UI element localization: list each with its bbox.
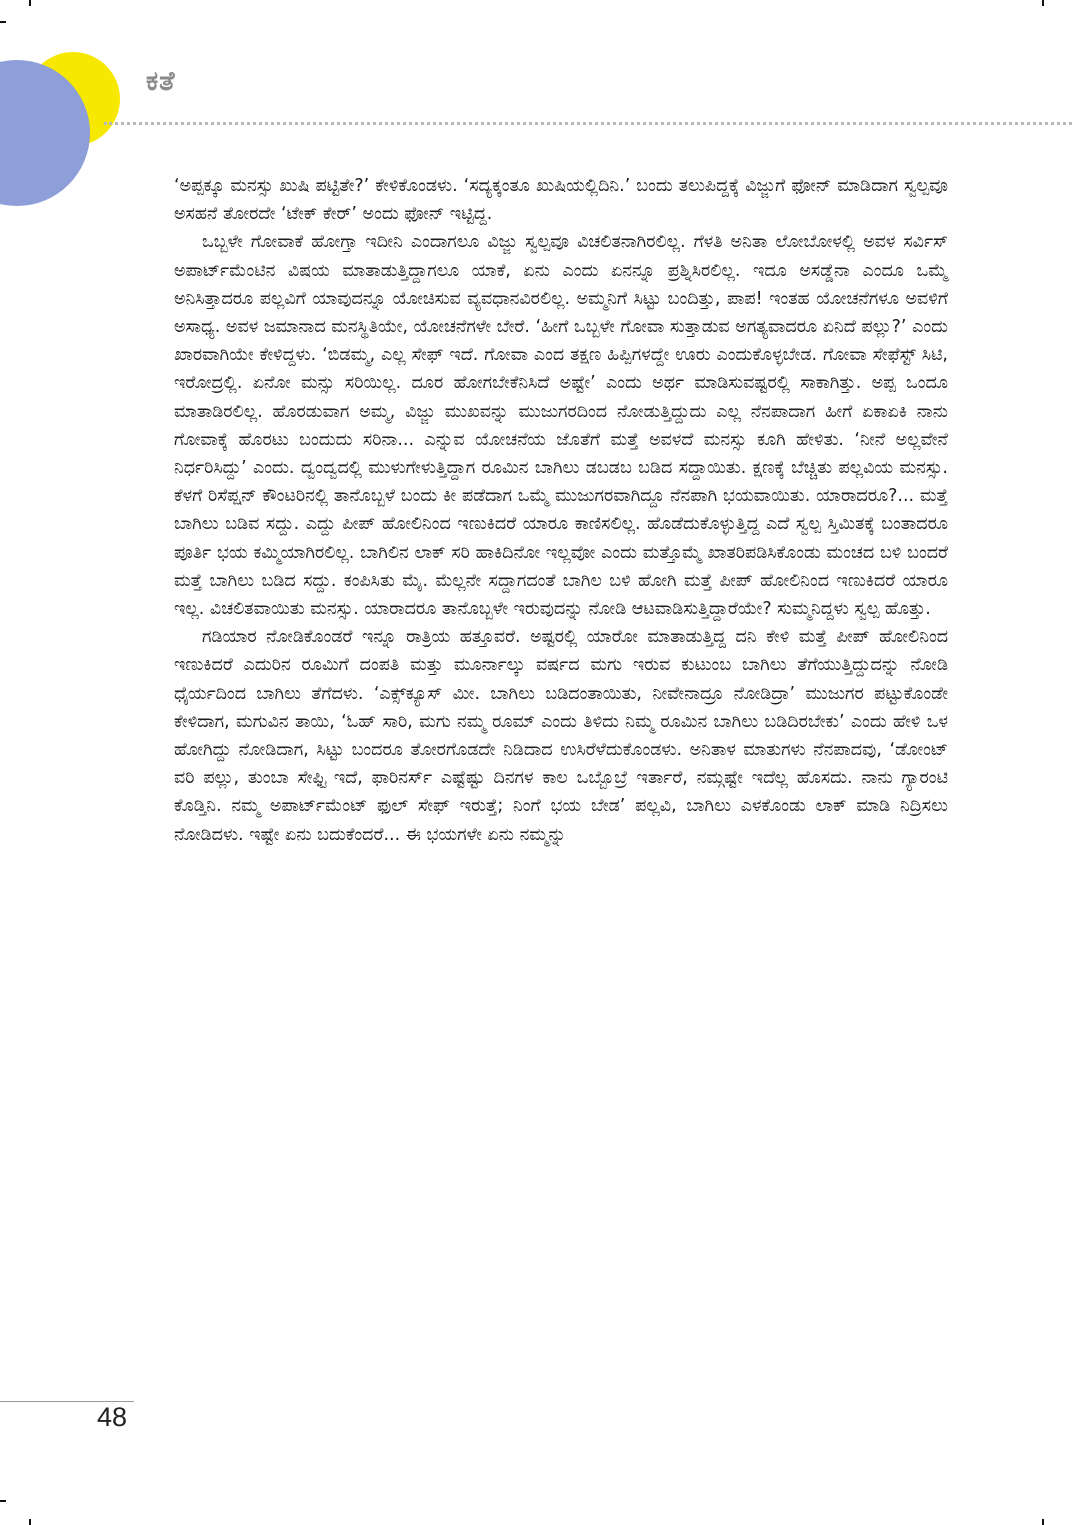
crop-mark-top-left-v [29, 0, 31, 6]
paragraph: ಒಬ್ಬಳೇ ಗೋವಾಕೆ ಹೋಗ್ತಾ ಇದೀನಿ ಎಂದಾಗಲೂ ವಿಜ್ಜು ಸ್ವಲ್ಪವೂ ವಿಚಲಿತನಾಗಿರಲಿಲ್ಲ. ಗೆಳತಿ ಅನಿತಾ ಲೋಬೋಳಲ್ಲಿ ಅವಳ ಸರ್ವಿಸ್ ಅಪಾರ್ಟ್‌ಮೆಂಟಿನ ವಿಷಯ ಮಾತಾಡುತ್ತಿದ್ದಾಗಲೂ ಯಾಕೆ, ಏನು ಎಂದು ಏನನ್ನೂ ಪ್ರಶ್ನಿಸಿರಲಿಲ್ಲ. ಇದೂ ಅಸಡ್ಡೆನಾ ಎಂದೂ ಒಮ್ಮೆ ಅನಿಸಿತ್ತಾದರೂ ಪಲ್ಲವಿಗೆ ಯಾವುದನ್ನೂ ಯೋಚಿಸುವ ವ್ಯವಧಾನವಿರಲಿಲ್ಲ. ಅಮ್ಮನಿಗೆ ಸಿಟ್ಟು ಬಂದಿತ್ತು, ಪಾಪ! ಇಂತಹ ಯೋಚನೆಗಳೂ ಅವಳಿಗೆ ಅಸಾಧ್ಯ. ಅವಳ ಜಮಾನಾದ ಮನಸ್ಥಿತಿಯೇ, ಯೋಚನೆಗಳೇ ಬೇರೆ. ‘ಹೀಗೆ ಒಬ್ಬಳೇ ಗೋವಾ ಸುತ್ತಾಡುವ ಅಗತ್ಯವಾದರೂ ಏನಿದೆ ಪಲ್ಲು?’ ಎಂದು ಖಾರವಾಗಿಯೇ ಕೇಳಿದ್ದಳು. ‘ಬಿಡಮ್ಮ, ಎಲ್ಲ ಸೇಫ್ ಇದೆ. ಗೋವಾ ಎಂದ ತಕ್ಷಣ ಹಿಪ್ಪಿಗಳದ್ದೇ ಊರು ಎಂದುಕೊಳ್ಳಬೇಡ. ಗೋವಾ ಸೇಫೆಸ್ಟ್ ಸಿಟಿ, ಇರೋದ್ರಲ್ಲಿ. ಏನೋ ಮನ್ಸು ಸರಿಯಿಲ್ಲ. ದೂರ ಹೋಗಬೇಕೆನಿಸಿದೆ ಅಷ್ಟೇ’ ಎಂದು ಅರ್ಥ ಮಾಡಿಸುವಷ್ಟರಲ್ಲಿ ಸಾಕಾಗಿತ್ತು. ಅಪ್ಪ ಒಂದೂ ಮಾತಾಡಿರಲಿಲ್ಲ. ಹೊರಡುವಾಗ ಅಮ್ಮ, ವಿಜ್ಜು ಮುಖವನ್ನು ಮುಜುಗರದಿಂದ ನೋಡುತ್ತಿದ್ದುದು ಎಲ್ಲ ನೆನಪಾದಾಗ ಹೀಗೆ ಏಕಾಏಕಿ ನಾನು ಗೋವಾಕ್ಕೆ ಹೊರಟು ಬಂದುದು ಸರಿನಾ... ಎನ್ನುವ ಯೋಚನೆಯ ಜೊತೆಗೆ ಮತ್ತೆ ಅವಳದೆ ಮನಸ್ಸು ಕೂಗಿ ಹೇಳಿತು. ‘ನೀನೆ ಅಲ್ಲವೇನೆ ನಿರ್ಧರಿಸಿದ್ದು’ ಎಂದು. ದ್ವಂದ್ವದಲ್ಲಿ ಮುಳುಗೇಳುತ್ತಿದ್ದಾಗ ರೂಮಿನ ಬಾಗಿಲು ಡಬಡಬ ಬಡಿದ ಸದ್ದಾಯಿತು. ಕ್ಷಣಕ್ಕೆ ಬೆಚ್ಚಿತು ಪಲ್ಲವಿಯ ಮನಸ್ಸು. ಕೆಳಗೆ ರಿಸೆಪ್ಷನ್ ಕೌಂಟರಿನಲ್ಲಿ ತಾನೊಬ್ಬಳೆ ಬಂದು ಕೀ ಪಡೆದಾಗ ಒಮ್ಮೆ ಮುಜುಗರವಾಗಿದ್ದೂ ನೆನಪಾಗಿ ಭಯವಾಯಿತು. ಯಾರಾದರೂ?... ಮತ್ತೆ ಬಾಗಿಲು ಬಡಿವ ಸದ್ದು. ಎದ್ದು ಪೀಪ್ ಹೋಲಿನಿಂದ ಇಣುಕಿದರೆ ಯಾರೂ ಕಾಣಿಸಲಿಲ್ಲ. ಹೊಡೆದುಕೊಳ್ಳುತ್ತಿದ್ದ ಎದೆ ಸ್ವಲ್ಪ ಸ್ತಿಮಿತಕ್ಕೆ ಬಂತಾದರೂ ಪೂರ್ತಿ ಭಯ ಕಮ್ಮಿಯಾಗಿರಲಿಲ್ಲ. ಬಾಗಿಲಿನ ಲಾಕ್ ಸರಿ ಹಾಕಿದಿನೋ ಇಲ್ಲವೋ ಎಂದು ಮತ್ತೊಮ್ಮೆ ಖಾತರಿಪಡಿಸಿಕೊಂಡು ಮಂಚದ ಬಳಿ ಬಂದರೆ ಮತ್ತೆ ಬಾಗಿಲು ಬಡಿದ ಸದ್ದು. ಕಂಪಿಸಿತು ಮೈ. ಮೆಲ್ಲನೇ ಸದ್ದಾಗದಂತೆ ಬಾಗಿಲ ಬಳಿ ಹೋಗಿ ಮತ್ತೆ ಪೀಪ್ ಹೋಲಿನಿಂದ ಇಣುಕಿದರೆ ಯಾರೂ ಇಲ್ಲ. ವಿಚಲಿತವಾಯಿತು ಮನಸ್ಸು. ಯಾರಾದರೂ ತಾನೊಬ್ಬಳೇ ಇರುವುದನ್ನು ನೋಡಿ ಆಟವಾಡಿಸುತ್ತಿದ್ದಾರೆಯೇ? ಸುಮ್ಮನಿದ್ದಳು ಸ್ವಲ್ಪ ಹೊತ್ತು. [174, 232, 948, 620]
section-title: ಕತೆ [146, 66, 176, 97]
crop-mark-bottom-right-v [1042, 1519, 1044, 1525]
page-number: 48 [97, 1402, 128, 1432]
header-dotted-divider [104, 122, 1072, 125]
crop-mark-bottom-left-v [29, 1519, 31, 1525]
paragraph: ಗಡಿಯಾರ ನೋಡಿಕೊಂಡರೆ ಇನ್ನೂ ರಾತ್ರಿಯ ಹತ್ತೂವರೆ. ಅಷ್ಟರಲ್ಲಿ ಯಾರೋ ಮಾತಾಡುತ್ತಿದ್ದ ದನಿ ಕೇಳಿ ಮತ್ತೆ ಪೀಪ್ ಹೋಲಿನಿಂದ ಇಣುಕಿದರೆ ಎದುರಿನ ರೂಮಿಗೆ ದಂಪತಿ ಮತ್ತು ಮೂರ್ನಾಲ್ಕು ವರ್ಷದ ಮಗು ಇರುವ ಕುಟುಂಬ ಬಾಗಿಲು ತೆಗೆಯುತ್ತಿದ್ದುದನ್ನು ನೋಡಿ ಧೈರ್ಯದಿಂದ ಬಾಗಿಲು ತೆಗೆದಳು. ‘ಎಕ್ಸ್‌ಕ್ಯೂಸ್ ಮೀ. ಬಾಗಿಲು ಬಡಿದಂತಾಯಿತು, ನೀವೇನಾದ್ರೂ ನೋಡಿದ್ರಾ’ ಮುಜುಗರ ಪಟ್ಟುಕೊಂಡೇ ಕೇಳಿದಾಗ, ಮಗುವಿನ ತಾಯಿ, ‘ಓಹ್ ಸಾರಿ, ಮಗು ನಮ್ಮ ರೂಮ್ ಎಂದು ತಿಳಿದು ನಿಮ್ಮ ರೂಮಿನ ಬಾಗಿಲು ಬಡಿದಿರಬೇಕು’ ಎಂದು ಹೇಳಿ ಒಳ ಹೋಗಿದ್ದು ನೋಡಿದಾಗ, ಸಿಟ್ಟು ಬಂದರೂ ತೋರಗೊಡದೇ ನಿಡಿದಾದ ಉಸಿರೆಳೆದುಕೊಂಡಳು. ಅನಿತಾಳ ಮಾತುಗಳು ನೆನಪಾದವು, ‘ಡೋಂಟ್ ವರಿ ಪಲ್ಲು, ತುಂಬಾ ಸೇಫ್ಟಿ ಇದೆ, ಫಾರಿನರ್ಸ್ ಎಷ್ಟೆಷ್ಟು ದಿನಗಳ ಕಾಲ ಒಬ್ಬೊಬ್ರೆ ಇರ್ತಾರೆ, ನಮ್ಗಷ್ಟೇ ಇದೆಲ್ಲ ಹೊಸದು. ನಾನು ಗ್ಯಾರಂಟಿ ಕೊಡ್ತಿನಿ. ನಮ್ಮ ಅಪಾರ್ಟ್‌ಮೆಂಟ್ ಫುಲ್ ಸೇಫ್ ಇರುತ್ತೆ; ನಿಂಗೆ ಭಯ ಬೇಡ’ ಪಲ್ಲವಿ, ಬಾಗಿಲು ಎಳಕೊಂಡು ಲಾಕ್ ಮಾಡಿ ನಿದ್ರಿಸಲು ನೋಡಿದಳು. ಇಷ್ಟೇ ಏನು ಬದುಕೆಂದರೆ... ಈ ಭಯಗಳೇ ಏನು ನಮ್ಮನ್ನು [174, 627, 948, 845]
crop-mark-top-right-v [1042, 0, 1044, 6]
crop-mark-bottom-left [0, 1500, 6, 1502]
crop-mark-top-left [0, 21, 6, 23]
paragraph: ‘ಅಪ್ಪಕ್ಕೂ ಮನಸ್ಸು ಖುಷಿ ಪಟ್ಟಿತೇ?’ ಕೇಳಿಕೊಂಡಳು. ‘ಸದ್ಯಕ್ಕಂತೂ ಖುಷಿಯಲ್ಲಿದಿನಿ.’ ಬಂದು ತಲುಪಿದ್ದಕ್ಕೆ ವಿಜ್ಜುಗೆ ಫೋನ್ ಮಾಡಿದಾಗ ಸ್ವಲ್ಪವೂ ಅಸಹನೆ ತೋರದೇ ‘ಟೇಕ್ ಕೇರ್’ ಅಂದು ಫೋನ್ ಇಟ್ಟಿದ್ದ. [174, 176, 948, 225]
story-body [174, 172, 948, 849]
